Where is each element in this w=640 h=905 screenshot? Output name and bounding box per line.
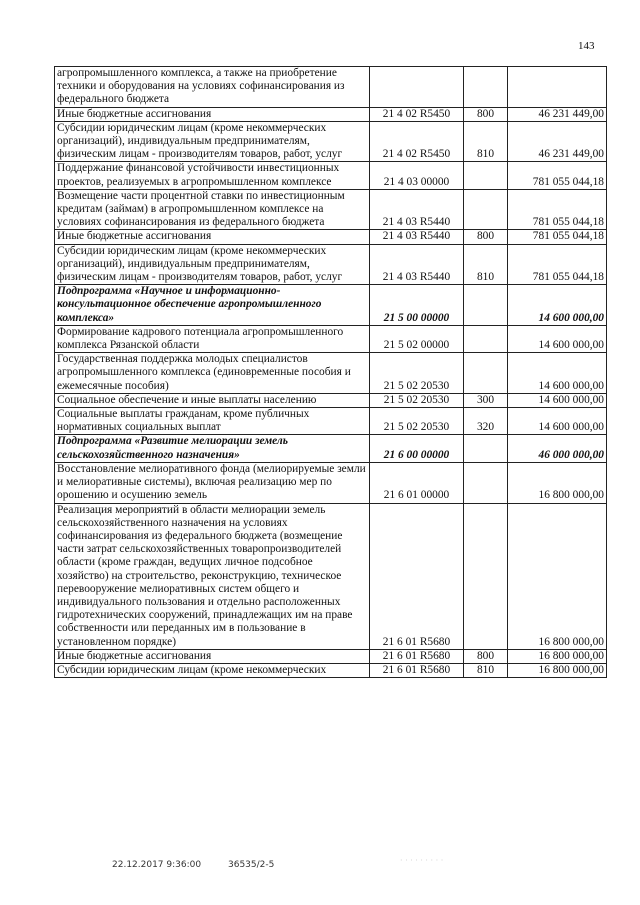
row-code-cell: 21 5 02 20530 [370, 353, 464, 394]
row-name-cell: Иные бюджетные ассигнования [55, 230, 370, 244]
row-sum-cell: 46 000 000,00 [508, 435, 607, 462]
row-code-cell: 21 5 02 20530 [370, 408, 464, 435]
row-name-cell: Реализация мероприятий в области мелиорации земель сельскохозяйственного назначения на условиях софинансирования из федерального бюджета (возмещение части затрат сельскохозяйственных товаропроизводителей области (кроме граждан, ведущих личное подсобное хозяйство) на строительство, реконструкцию, техническое перевооружение мелиоративных систем общего и индивидуального пользования и отдельно расположенных гидротехнических сооружений, принадлежащих им на праве собственности или переданных им в пользование в установленном порядке) [55, 503, 370, 649]
row-name-cell: Поддержание финансовой устойчивости инвестиционных проектов, реализуемых в агропромышленном комплексе [55, 162, 370, 189]
row-code-cell: 21 5 00 00000 [370, 285, 464, 326]
row-type-cell: 320 [464, 408, 508, 435]
row-type-cell [464, 67, 508, 108]
row-type-cell: 800 [464, 107, 508, 121]
table-row [55, 503, 607, 649]
table-row [55, 408, 607, 435]
row-type-cell [464, 189, 508, 230]
row-code-cell: 21 4 02 R5450 [370, 107, 464, 121]
row-type-cell: 810 [464, 663, 508, 677]
row-sum-cell: 14 600 000,00 [508, 393, 607, 407]
table-row [55, 230, 607, 244]
row-name-cell: Субсидии юридическим лицам (кроме некоммерческих организаций), индивидуальным предпринимателям, физическим лицам - производителям товаров, работ, услуг [55, 244, 370, 285]
row-name-cell: Государственная поддержка молодых специалистов агропромышленного комплекса (единовременные пособия и ежемесячные пособия) [55, 353, 370, 394]
row-name-cell: Иные бюджетные ассигнования [55, 649, 370, 663]
row-name-cell: Подпрограмма «Научное и информационно-консультационное обеспечение агропромышленного комплекса» [55, 285, 370, 326]
row-code-cell: 21 4 03 00000 [370, 162, 464, 189]
row-sum-cell: 46 231 449,00 [508, 121, 607, 162]
table-row [55, 107, 607, 121]
row-sum-cell: 14 600 000,00 [508, 285, 607, 326]
footer-doc-number: 36535/2-5 [228, 860, 275, 870]
row-name-cell: Иные бюджетные ассигнования [55, 107, 370, 121]
table-row [55, 67, 607, 108]
row-code-cell: 21 5 02 20530 [370, 393, 464, 407]
row-code-cell [370, 67, 464, 108]
row-name-cell: Возмещение части процентной ставки по инвестиционным кредитам (займам) в агропромышленном комплексе на условиях софинансирования из федерального бюджета [55, 189, 370, 230]
row-name-cell: Социальное обеспечение и иные выплаты населению [55, 393, 370, 407]
row-type-cell [464, 462, 508, 503]
faint-scan-mark: · · · · · · · · · [400, 856, 444, 865]
row-sum-cell: 14 600 000,00 [508, 408, 607, 435]
row-name-cell: Формирование кадрового потенциала агропромышленного комплекса Рязанской области [55, 325, 370, 352]
row-sum-cell: 14 600 000,00 [508, 353, 607, 394]
row-type-cell [464, 285, 508, 326]
row-code-cell: 21 4 03 R5440 [370, 244, 464, 285]
row-sum-cell: 781 055 044,18 [508, 230, 607, 244]
row-sum-cell: 781 055 044,18 [508, 244, 607, 285]
table-row [55, 663, 607, 677]
row-code-cell: 21 6 01 R5680 [370, 503, 464, 649]
row-type-cell [464, 162, 508, 189]
row-name-cell: Социальные выплаты гражданам, кроме публичных нормативных социальных выплат [55, 408, 370, 435]
row-type-cell: 300 [464, 393, 508, 407]
row-sum-cell: 16 800 000,00 [508, 649, 607, 663]
row-name-cell: Подпрограмма «Развитие мелиорации земель сельскохозяйственного назначения» [55, 435, 370, 462]
row-name-cell: агропромышленного комплекса, а также на приобретение техники и оборудования на условиях софинансирования из федерального бюджета [55, 67, 370, 108]
row-type-cell: 800 [464, 230, 508, 244]
table-row [55, 649, 607, 663]
budget-table [54, 66, 607, 678]
table-row [55, 325, 607, 352]
row-sum-cell: 781 055 044,18 [508, 162, 607, 189]
table-row [55, 285, 607, 326]
table-row [55, 462, 607, 503]
row-code-cell: 21 4 02 R5450 [370, 121, 464, 162]
table-row [55, 121, 607, 162]
row-sum-cell: 46 231 449,00 [508, 107, 607, 121]
footer-date: 22.12.2017 9:36:00 [112, 860, 202, 870]
row-type-cell [464, 325, 508, 352]
row-sum-cell: 781 055 044,18 [508, 189, 607, 230]
row-code-cell: 21 6 01 R5680 [370, 663, 464, 677]
table-row [55, 189, 607, 230]
row-sum-cell: 16 800 000,00 [508, 462, 607, 503]
row-code-cell: 21 6 01 00000 [370, 462, 464, 503]
page-number: 143 [578, 40, 595, 52]
row-type-cell [464, 435, 508, 462]
row-name-cell: Субсидии юридическим лицам (кроме некоммерческих [55, 663, 370, 677]
table-row [55, 435, 607, 462]
row-sum-cell: 16 800 000,00 [508, 503, 607, 649]
row-name-cell: Восстановление мелиоративного фонда (мелиорируемые земли и мелиоративные системы), включая реализацию мер по орошению и осушению земель [55, 462, 370, 503]
table-row [55, 162, 607, 189]
row-name-cell: Субсидии юридическим лицам (кроме некоммерческих организаций), индивидуальным предпринимателям, физическим лицам - производителям товаров, работ, услуг [55, 121, 370, 162]
row-code-cell: 21 6 01 R5680 [370, 649, 464, 663]
table-row [55, 244, 607, 285]
row-type-cell: 810 [464, 244, 508, 285]
row-sum-cell: 14 600 000,00 [508, 325, 607, 352]
row-type-cell: 810 [464, 121, 508, 162]
row-code-cell: 21 6 00 00000 [370, 435, 464, 462]
row-code-cell: 21 5 02 00000 [370, 325, 464, 352]
table-row [55, 353, 607, 394]
table-row [55, 393, 607, 407]
row-sum-cell: 16 800 000,00 [508, 663, 607, 677]
row-code-cell: 21 4 03 R5440 [370, 230, 464, 244]
row-sum-cell [508, 67, 607, 108]
row-code-cell: 21 4 03 R5440 [370, 189, 464, 230]
row-type-cell: 800 [464, 649, 508, 663]
row-type-cell [464, 353, 508, 394]
row-type-cell [464, 503, 508, 649]
